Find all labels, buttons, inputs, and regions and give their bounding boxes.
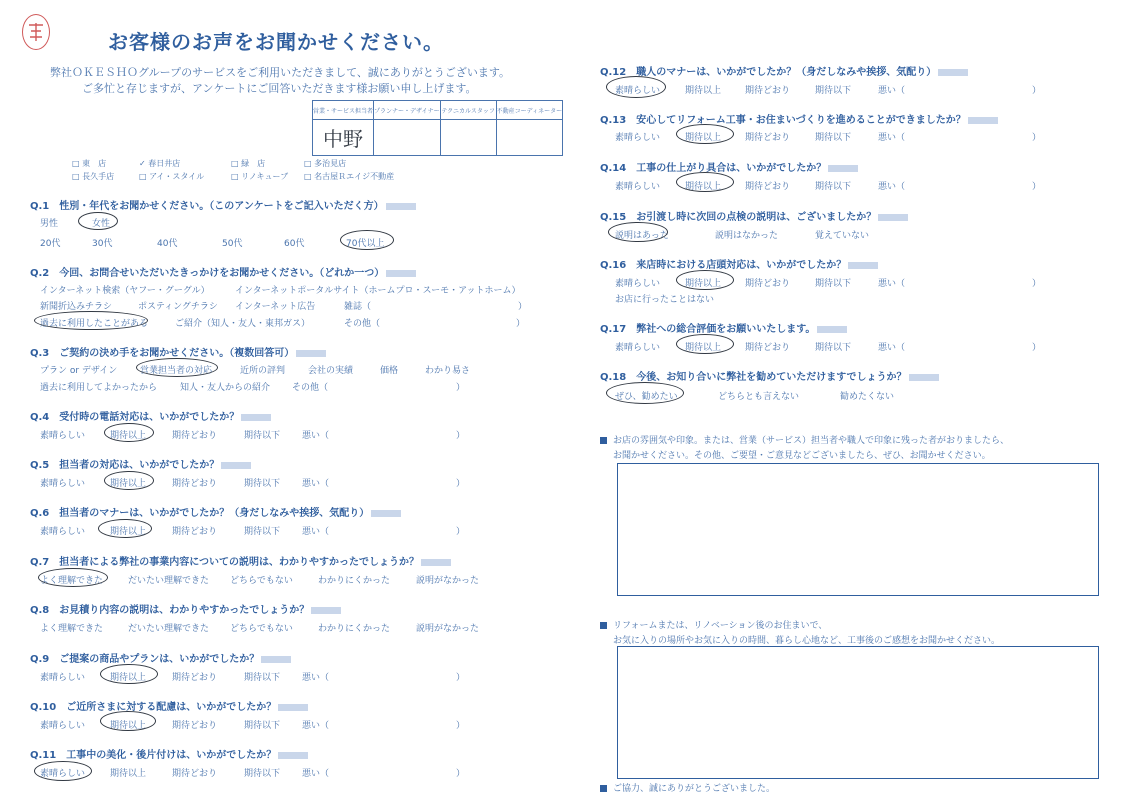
q17-option[interactable]: 期待以上	[685, 343, 722, 353]
q1-option[interactable]: 60代	[284, 239, 305, 249]
q16-option[interactable]: お店に行ったことはない	[615, 295, 715, 305]
q14-option: ）	[1032, 182, 1042, 192]
q17-option[interactable]: 期待どおり	[745, 343, 791, 353]
store-checkbox-tajimi[interactable]: □ 多治見店	[304, 159, 347, 168]
q1-option[interactable]: 20代	[40, 239, 61, 249]
store-checkbox-midori[interactable]: □ 緑 店	[231, 159, 266, 168]
q2-option: ）	[516, 319, 526, 329]
q1-option[interactable]: 女性	[92, 219, 111, 229]
q4-option: 悪い（	[302, 431, 330, 441]
free2-line-1: リフォームまたは、リノベーション後のお住まいで、	[600, 618, 827, 631]
q12-option: ）	[1032, 86, 1042, 96]
q13-option[interactable]: 期待以上	[685, 133, 722, 143]
q6-option[interactable]: 素晴らしい	[40, 527, 86, 537]
question-title-7: Q.7 担当者による弊社の事業内容についての説明は、わかりやすかったでしょうか？	[30, 553, 451, 568]
q3-option[interactable]: 知人・友人からの紹介	[180, 383, 271, 393]
q3-option[interactable]: わかり易さ	[425, 366, 471, 376]
q4-option: ）	[456, 431, 466, 441]
q13-option: 悪い（	[878, 133, 906, 143]
q6-option: ）	[456, 527, 466, 537]
staff-header-planner: プランナー・デザイナー	[374, 101, 441, 120]
q5-option: 悪い（	[302, 479, 330, 489]
q11-option[interactable]: 期待どおり	[172, 769, 218, 779]
q17-option[interactable]: 素晴らしい	[615, 343, 661, 353]
q5-option[interactable]: 期待以上	[110, 479, 147, 489]
handwritten-circle-mark	[78, 212, 118, 230]
q7-option[interactable]: 説明がなかった	[416, 576, 480, 586]
q13-option[interactable]: 期待以下	[815, 133, 852, 143]
store-checkbox-nagakute[interactable]: □ 長久手店	[72, 172, 115, 181]
intro-line-2: ご多忙と存じますが、アンケートにご回答いただきます様お願い申し上げます。	[82, 82, 477, 95]
handwritten-circle-mark	[676, 172, 734, 192]
q6-option[interactable]: 期待以上	[110, 527, 147, 537]
handwritten-circle-mark	[340, 230, 394, 250]
q2-option[interactable]: ご紹介（知人・友人・東邦ガス）	[175, 319, 311, 329]
q7-option[interactable]: よく理解できた	[40, 576, 104, 586]
handwritten-circle-mark	[676, 334, 734, 354]
handwritten-circle-mark	[606, 76, 666, 98]
handwritten-circle-mark	[676, 270, 734, 290]
q9-option: 悪い（	[302, 673, 330, 683]
q3-option[interactable]: 営業担当者の対応	[140, 366, 213, 376]
q11-option: 悪い（	[302, 769, 330, 779]
question-title-11: Q.11 工事中の美化・後片付けは、いかがでしたか？	[30, 746, 308, 761]
q10-option: ）	[456, 721, 466, 731]
store-checkbox-renocube[interactable]: □ リノキューブ	[231, 172, 289, 181]
q3-option: その他（	[292, 383, 329, 393]
q16-option[interactable]: 期待以上	[685, 279, 722, 289]
store-row-1	[72, 158, 346, 169]
q18-option[interactable]: 勧めたくない	[840, 392, 895, 402]
q4-option[interactable]: 期待以下	[244, 431, 281, 441]
footer-thanks: ご協力、誠にありがとうございました。	[600, 781, 775, 794]
q3-option[interactable]: 会社の実績	[308, 366, 354, 376]
question-title-12: Q.12 職人のマナーは、いかがでしたか？（身だしなみや挨拶、気配り）	[600, 63, 968, 78]
handwritten-circle-mark	[136, 358, 218, 377]
handwritten-circle-mark	[98, 519, 152, 538]
stamp-seal	[22, 14, 50, 50]
q8-option[interactable]: どちらでもない	[230, 624, 293, 634]
q17-option: ）	[1032, 343, 1042, 353]
q2-option[interactable]: インターネット検索（ヤフー・グーグル）	[40, 286, 210, 296]
q10-option[interactable]: 期待以上	[110, 721, 147, 731]
free1-textbox[interactable]	[617, 463, 1099, 596]
q17-option: 悪い（	[878, 343, 906, 353]
handwritten-circle-mark	[34, 311, 148, 330]
q6-option[interactable]: 期待どおり	[172, 527, 218, 537]
q14-option[interactable]: 期待どおり	[745, 182, 791, 192]
handwritten-circle-mark	[606, 382, 684, 404]
q5-option: ）	[456, 479, 466, 489]
question-title-9: Q.9 ご提案の商品やプランは、いかがでしたか？	[30, 650, 291, 665]
question-title-1: Q.1 性別・年代をお聞かせください。（このアンケートをご記入いただく方）	[30, 197, 416, 212]
q10-option[interactable]: 素晴らしい	[40, 721, 86, 731]
q18-option[interactable]: どちらとも言えない	[718, 392, 800, 402]
staff-sales-cell[interactable]	[313, 120, 374, 156]
q10-option[interactable]: 期待どおり	[172, 721, 218, 731]
q16-option: ）	[1032, 279, 1042, 289]
store-row-2	[72, 171, 394, 182]
q15-option[interactable]: 説明はあった	[615, 231, 669, 241]
q5-option[interactable]: 期待どおり	[172, 479, 218, 489]
question-title-14: Q.14 工事の仕上がり具合は、いかがでしたか？	[600, 159, 858, 174]
q7-option[interactable]: だいたい理解できた	[128, 576, 210, 586]
question-title-5: Q.5 担当者の対応は、いかがでしたか？	[30, 456, 251, 471]
question-title-18: Q.18 今後、お知り合いに弊社を勧めていただけますでしょうか？	[600, 368, 939, 383]
q8-option[interactable]: よく理解できた	[40, 624, 104, 634]
q18-option[interactable]: ぜひ、勧めたい	[615, 392, 678, 402]
question-title-6: Q.6 担当者のマナーは、いかがでしたか？（身だしなみや挨拶、気配り）	[30, 504, 401, 519]
handwritten-circle-mark	[676, 124, 734, 144]
q6-option: 悪い（	[302, 527, 330, 537]
store-checkbox-istyle[interactable]: □ アイ・スタイル	[139, 172, 205, 181]
sales-name-handwritten: 中野	[323, 127, 363, 151]
q8-option[interactable]: わかりにくかった	[318, 624, 391, 634]
q5-option[interactable]: 期待以下	[244, 479, 281, 489]
staff-table	[312, 100, 563, 156]
q15-option[interactable]: 説明はなかった	[715, 231, 779, 241]
q8-option[interactable]: だいたい理解できた	[128, 624, 210, 634]
question-title-15: Q.15 お引渡し時に次回の点検の説明は、ございましたか？	[600, 208, 908, 223]
q14-option: 悪い（	[878, 182, 906, 192]
q7-option[interactable]: どちらでもない	[230, 576, 293, 586]
q3-option[interactable]: プラン or デザイン	[40, 366, 118, 376]
staff-realestate-cell[interactable]	[496, 120, 563, 156]
q9-option[interactable]: 期待以下	[244, 673, 281, 683]
q2-option: 雑誌（	[344, 302, 372, 312]
q4-option[interactable]: 期待どおり	[172, 431, 218, 441]
question-title-10: Q.10 ご近所さまに対する配慮は、いかがでしたか？	[30, 698, 308, 713]
question-title-17: Q.17 弊社への総合評価をお願いいたします。	[600, 320, 847, 335]
q11-option: ）	[456, 769, 466, 779]
free2-line-2: お気に入りの場所やお気に入りの時間、暮らし心地など、工事後のご感想をお聞かせください。	[613, 636, 1001, 646]
q9-option[interactable]: 期待どおり	[172, 673, 218, 683]
store-checkbox-kasugai[interactable]: ✓ 春日井店	[139, 159, 181, 168]
q12-option[interactable]: 素晴らしい	[615, 86, 661, 96]
q14-option[interactable]: 期待以上	[685, 182, 722, 192]
question-title-4: Q.4 受付時の電話対応は、いかがでしたか？	[30, 408, 271, 423]
q2-option[interactable]: 新聞折込みチラシ	[40, 302, 113, 312]
store-checkbox-higashi[interactable]: □ 東 店	[72, 159, 107, 168]
staff-header-technical: テクニカルスタッフ	[440, 101, 496, 120]
staff-technical-cell[interactable]	[440, 120, 496, 156]
free1-line-1: お店の雰囲気や印象。または、営業（サービス）担当者や職人で印象に残った者がおりましたら、	[600, 433, 1009, 446]
q6-option[interactable]: 期待以下	[244, 527, 281, 537]
handwritten-circle-mark	[34, 761, 92, 781]
handwritten-circle-mark	[104, 423, 154, 442]
page-title: お客様のお声をお聞かせください。	[108, 30, 444, 54]
question-title-16: Q.16 来店時における店頭対応は、いかがでしたか？	[600, 256, 878, 271]
staff-header-realestate: 不動産コーディネーター	[496, 101, 563, 120]
q14-option[interactable]: 素晴らしい	[615, 182, 661, 192]
q16-option[interactable]: 期待以下	[815, 279, 852, 289]
q12-option[interactable]: 期待どおり	[745, 86, 791, 96]
q7-option[interactable]: わかりにくかった	[318, 576, 391, 586]
q16-option[interactable]: 期待どおり	[745, 279, 791, 289]
store-checkbox-nagoya-r[interactable]: □ 名古屋Ｒエイジ不動産	[304, 172, 395, 181]
q8-option[interactable]: 説明がなかった	[416, 624, 480, 634]
handwritten-circle-mark	[100, 711, 156, 731]
q13-option[interactable]: 期待どおり	[745, 133, 791, 143]
q5-option[interactable]: 素晴らしい	[40, 479, 86, 489]
q15-option[interactable]: 覚えていない	[815, 231, 870, 241]
question-title-13: Q.13 安心してリフォーム工事・お住まいづくりを進めることができましたか？	[600, 111, 998, 126]
q2-option[interactable]: インターネットポータルサイト（ホームプロ・スーモ・アットホーム）	[235, 286, 521, 296]
question-title-3: Q.3 ご契約の決め手をお聞かせください。（複数回答可）	[30, 344, 326, 359]
q3-option[interactable]: 過去に利用してよかったから	[40, 383, 158, 393]
q13-option[interactable]: 素晴らしい	[615, 133, 661, 143]
q9-option[interactable]: 期待以上	[110, 673, 147, 683]
q4-option[interactable]: 素晴らしい	[40, 431, 86, 441]
q4-option[interactable]: 期待以上	[110, 431, 147, 441]
free1-line-2: お聞かせください。その他、ご要望・ご意見などございましたら、ぜひ、お聞かせください。	[613, 451, 991, 461]
q2-option: その他（	[344, 319, 381, 329]
q1-option[interactable]: 30代	[92, 239, 113, 249]
q10-option: 悪い（	[302, 721, 330, 731]
q3-option[interactable]: 価格	[380, 366, 399, 376]
q11-option[interactable]: 期待以下	[244, 769, 281, 779]
free2-textbox[interactable]	[617, 646, 1099, 779]
q1-option[interactable]: 50代	[222, 239, 243, 249]
q1-option[interactable]: 男性	[40, 219, 59, 229]
handwritten-circle-mark	[104, 471, 154, 490]
handwritten-circle-mark	[38, 568, 108, 587]
q1-option[interactable]: 70代以上	[346, 239, 385, 249]
q9-option[interactable]: 素晴らしい	[40, 673, 86, 683]
q16-option: 悪い（	[878, 279, 906, 289]
question-title-8: Q.8 お見積り内容の説明は、わかりやすかったでしょうか？	[30, 601, 341, 616]
q2-option: ）	[518, 302, 528, 312]
q2-option[interactable]: インターネット広告	[235, 302, 316, 312]
q2-option[interactable]: 過去に利用したことがある	[40, 319, 149, 329]
q12-option[interactable]: 期待以上	[685, 86, 722, 96]
q13-option: ）	[1032, 133, 1042, 143]
q11-option[interactable]: 素晴らしい	[40, 769, 86, 779]
q14-option[interactable]: 期待以下	[815, 182, 852, 192]
q16-option[interactable]: 素晴らしい	[615, 279, 661, 289]
q12-option: 悪い（	[878, 86, 906, 96]
handwritten-circle-mark	[608, 222, 668, 242]
staff-planner-cell[interactable]	[374, 120, 441, 156]
q1-option[interactable]: 40代	[157, 239, 178, 249]
q11-option[interactable]: 期待以上	[110, 769, 147, 779]
intro-line-1: 弊社ＯＫＥＳＨＯグループのサービスをご利用いただきまして、誠にありがとうございます。	[50, 66, 511, 79]
q17-option[interactable]: 期待以下	[815, 343, 852, 353]
q3-option: ）	[456, 383, 466, 393]
staff-header-sales: 営業・サービス担当者	[313, 101, 374, 120]
q12-option[interactable]: 期待以下	[815, 86, 852, 96]
handwritten-circle-mark	[100, 664, 158, 684]
q2-option[interactable]: ポスティングチラシ	[138, 302, 218, 312]
q10-option[interactable]: 期待以下	[244, 721, 281, 731]
q9-option: ）	[456, 673, 466, 683]
question-title-2: Q.2 今回、お問合せいただいたきっかけをお聞かせください。（どれか一つ）	[30, 264, 416, 279]
q3-option[interactable]: 近所の評判	[240, 366, 286, 376]
